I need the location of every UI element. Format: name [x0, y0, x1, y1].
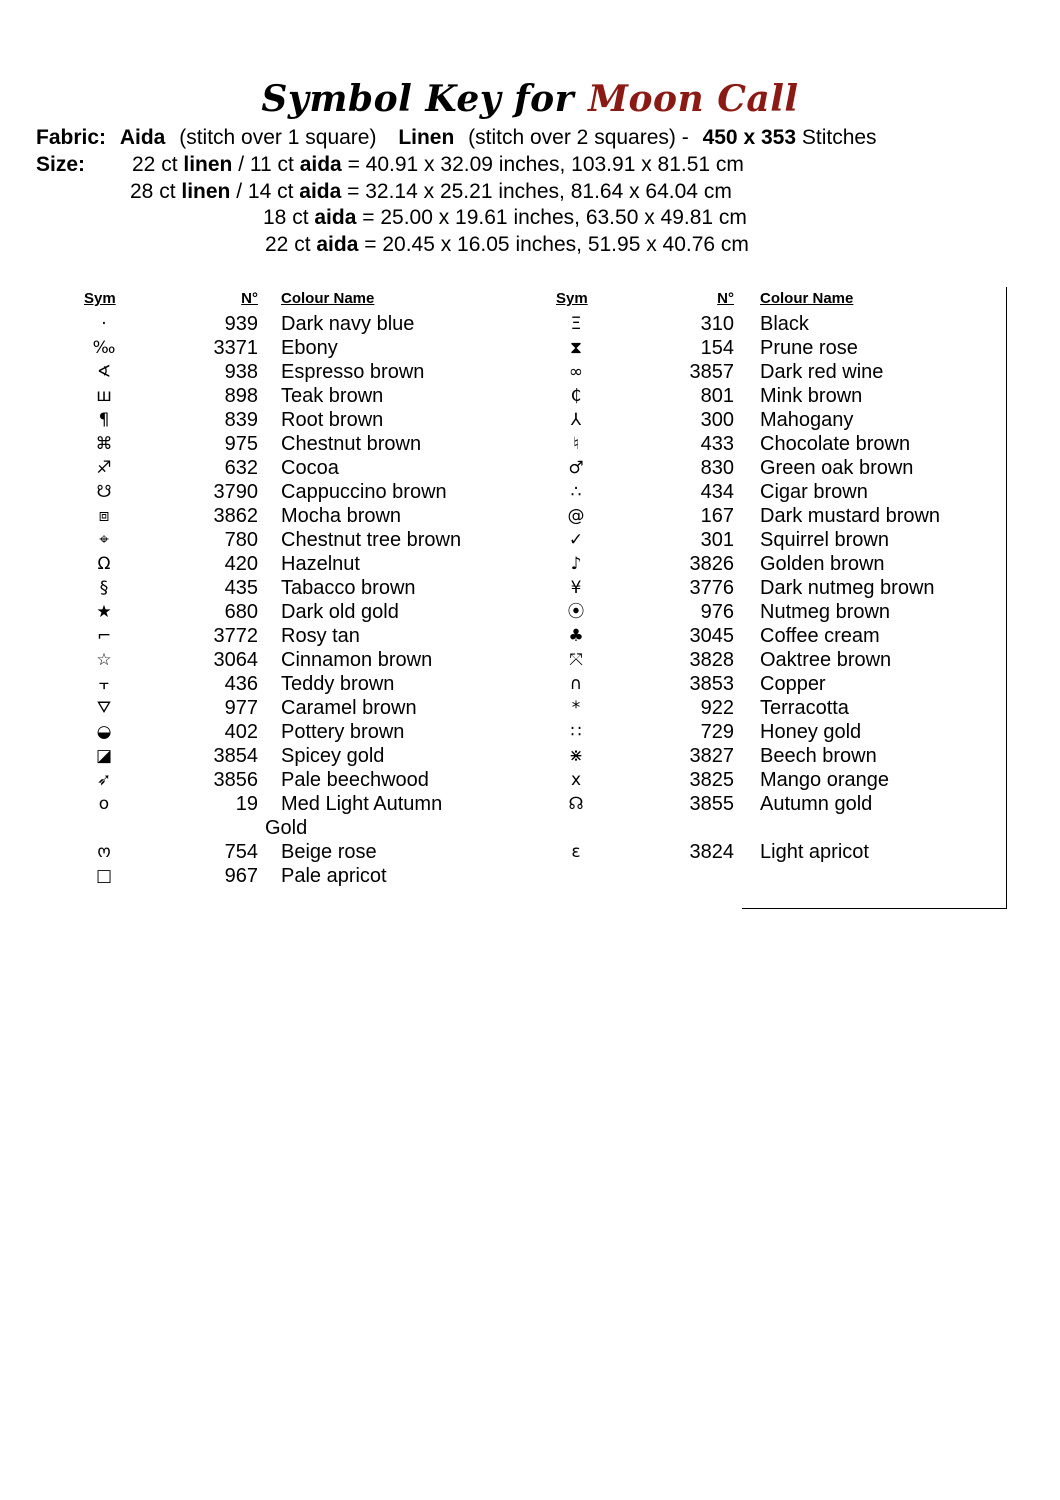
floss-number: 402 [224, 721, 258, 743]
floss-number: 301 [700, 529, 734, 551]
floss-number: 3371 [213, 337, 258, 359]
symbol: ∴ [570, 482, 582, 502]
floss-number: 780 [224, 529, 258, 551]
floss-number: 729 [700, 721, 734, 743]
colour-name: Chestnut brown [281, 433, 422, 455]
symbol: ⧗ [570, 338, 582, 358]
floss-number: 3855 [689, 793, 734, 815]
colour-name: Cigar brown [760, 481, 868, 503]
floss-number: 310 [700, 313, 734, 335]
symbol: ⅄ [570, 410, 582, 430]
floss-number: 436 [224, 673, 258, 695]
colour-name: Ebony [281, 337, 338, 359]
symbol: ⛛ [96, 698, 112, 718]
title-pattern-name: Moon Call [588, 78, 799, 120]
symbol: o [98, 794, 110, 814]
colour-name: Caramel brown [281, 697, 417, 719]
symbol: ¥ [570, 578, 582, 598]
colour-name: Dark old gold [281, 601, 399, 623]
header-colour-name: Colour Name [760, 290, 854, 307]
colour-name: Cocoa [281, 457, 339, 479]
floss-number: 3854 [213, 745, 258, 767]
colour-name: Med Light Autumn [281, 793, 443, 815]
size-label: Size: [36, 153, 86, 176]
colour-name: Black [760, 313, 809, 335]
floss-number: 19 [235, 793, 258, 815]
colour-name: Root brown [281, 409, 384, 431]
symbol: ₵ [570, 386, 582, 406]
header-number: N° [241, 290, 258, 307]
colour-name: Pale apricot [281, 865, 387, 887]
size-line [265, 233, 749, 257]
size-fabric-linen: linen [181, 180, 231, 203]
symbol: ♐ [96, 458, 112, 478]
colour-name: Light apricot [760, 841, 869, 863]
colour-name-wrap: Gold [265, 817, 308, 839]
floss-number: 3776 [689, 577, 734, 599]
symbol: ☆ [96, 650, 112, 670]
symbol: □ [95, 866, 113, 886]
colour-name: Autumn gold [760, 793, 873, 815]
floss-number: 839 [224, 409, 258, 431]
symbol: ☊ [568, 794, 584, 814]
colour-name: Hazelnut [281, 553, 360, 575]
size-fabric-aida: aida [299, 180, 342, 203]
symbol: ◒ [96, 722, 112, 742]
symbol: ⫟ [98, 674, 110, 694]
floss-number: 154 [700, 337, 734, 359]
table-bottom-border [742, 908, 1007, 909]
floss-number: 922 [700, 697, 734, 719]
floss-number: 3862 [213, 505, 258, 527]
colour-name: Green oak brown [760, 457, 914, 479]
fabric-label: Fabric: [36, 126, 107, 149]
fabric-linen: Linen [398, 126, 455, 149]
floss-number: 3853 [689, 673, 734, 695]
symbol: ‰ [92, 338, 116, 358]
size-count-aida: / 14 ct [230, 180, 300, 203]
symbol: Ξ [570, 314, 582, 334]
size-count: 28 ct [130, 180, 182, 203]
stitch-word: Stitches [801, 126, 877, 149]
colour-name: Squirrel brown [760, 529, 889, 551]
colour-name: Dark mustard brown [760, 505, 941, 527]
colour-name: Honey gold [760, 721, 862, 743]
size-line [132, 153, 744, 177]
colour-name: Chestnut tree brown [281, 529, 462, 551]
symbol: ∞ [568, 362, 584, 382]
colour-name: Pottery brown [281, 721, 405, 743]
colour-name: Cinnamon brown [281, 649, 433, 671]
size-line [130, 180, 732, 204]
symbol: ¶ [98, 410, 110, 430]
symbol: ш [96, 386, 112, 406]
floss-number: 754 [224, 841, 258, 863]
header-sym: Sym [84, 290, 116, 307]
symbol: ო [97, 842, 111, 862]
title-prefix: Symbol Key for [261, 78, 575, 120]
symbol: ⧈ [98, 506, 110, 526]
colour-name: Beige rose [281, 841, 377, 863]
colour-name: Copper [760, 673, 826, 695]
floss-number: 433 [700, 433, 734, 455]
size-count: 22 ct [132, 153, 184, 176]
floss-number: 976 [700, 601, 734, 623]
floss-number: 300 [700, 409, 734, 431]
size-count: 22 ct [265, 233, 317, 256]
size-fabric-aida: aida [316, 233, 359, 256]
symbol: ε [571, 842, 581, 862]
symbol: Ω [97, 554, 111, 574]
symbol: ⤧ [569, 650, 583, 670]
floss-number: 3824 [689, 841, 734, 863]
colour-name: Dark red wine [760, 361, 884, 383]
floss-number: 967 [224, 865, 258, 887]
floss-number: 830 [700, 457, 734, 479]
colour-name: Oaktree brown [760, 649, 892, 671]
fabric-aida-note: (stitch over 1 square) [179, 126, 377, 149]
symbol: ∷ [570, 722, 582, 742]
floss-number: 3857 [689, 361, 734, 383]
size-line [263, 206, 747, 230]
size-fabric-aida: aida [299, 153, 342, 176]
size-fabric-aida: aida [314, 206, 357, 229]
floss-number: 434 [700, 481, 734, 503]
size-dimensions: = 25.00 x 19.61 inches, 63.50 x 49.81 cm [356, 206, 747, 229]
floss-number: 3856 [213, 769, 258, 791]
symbol: ⌐ [96, 626, 112, 646]
symbol: ⌖ [99, 530, 109, 550]
floss-number: 975 [224, 433, 258, 455]
size-dimensions: = 32.14 x 25.21 inches, 81.64 x 64.04 cm [341, 180, 732, 203]
symbol: ⋇ [568, 746, 584, 766]
size-dimensions: = 40.91 x 32.09 inches, 103.91 x 81.51 cm [341, 153, 744, 176]
colour-name: Terracotta [760, 697, 849, 719]
colour-name: Espresso brown [281, 361, 425, 383]
size-dimensions: = 20.45 x 16.05 inches, 51.95 x 40.76 cm [358, 233, 749, 256]
symbol: ➶ [96, 770, 112, 790]
colour-name: Mahogany [760, 409, 854, 431]
colour-name: Golden brown [760, 553, 885, 575]
floss-number: 801 [700, 385, 734, 407]
colour-name: Dark navy blue [281, 313, 415, 335]
fabric-line [36, 126, 877, 150]
symbol: ♪ [570, 554, 582, 574]
symbol: ∢ [96, 362, 112, 382]
colour-name: Chocolate brown [760, 433, 911, 455]
floss-number: 977 [224, 697, 258, 719]
colour-name: Mango orange [760, 769, 889, 791]
floss-number: 3828 [689, 649, 734, 671]
floss-number: 420 [224, 553, 258, 575]
colour-name: Nutmeg brown [760, 601, 891, 623]
colour-name: Spicey gold [281, 745, 385, 767]
colour-name: Tabacco brown [281, 577, 416, 599]
colour-name: Pale beechwood [281, 769, 429, 791]
symbol: ♣ [568, 626, 584, 646]
colour-name: Teak brown [281, 385, 384, 407]
colour-name: Coffee cream [760, 625, 880, 647]
fabric-linen-note: (stitch over 2 squares) - [468, 126, 689, 149]
colour-name: Dark nutmeg brown [760, 577, 935, 599]
header-colour-name: Colour Name [281, 290, 375, 307]
floss-number: 3825 [689, 769, 734, 791]
symbol: ♂ [568, 458, 584, 478]
symbol: * [571, 698, 581, 718]
symbol: ★ [96, 602, 112, 622]
header-sym: Sym [556, 290, 588, 307]
symbol: x [570, 770, 582, 790]
header-number: N° [717, 290, 734, 307]
symbol: · [101, 314, 107, 334]
floss-number: 3772 [213, 625, 258, 647]
fabric-aida: Aida [119, 126, 166, 149]
floss-number: 435 [224, 577, 258, 599]
table-right-border [1006, 287, 1007, 909]
colour-name: Prune rose [760, 337, 858, 359]
colour-name: Mink brown [760, 385, 863, 407]
floss-number: 3826 [689, 553, 734, 575]
symbol: § [99, 578, 109, 598]
colour-name: Teddy brown [281, 673, 395, 695]
floss-number: 3790 [213, 481, 258, 503]
size-count-aida: / 11 ct [232, 153, 300, 176]
symbol: @ [567, 506, 585, 526]
size-count: 18 ct [263, 206, 315, 229]
floss-number: 938 [224, 361, 258, 383]
symbol: ◪ [95, 746, 113, 766]
colour-name: Mocha brown [281, 505, 402, 527]
symbol: ✓ [568, 530, 584, 550]
symbol: ∩ [569, 674, 583, 694]
stitch-count: 450 x 353 [702, 126, 797, 149]
colour-name: Cappuccino brown [281, 481, 447, 503]
floss-number: 3045 [689, 625, 734, 647]
symbol: ⌘ [95, 434, 113, 454]
colour-name: Rosy tan [281, 625, 360, 647]
floss-number: 3827 [689, 745, 734, 767]
symbol: ♮ [572, 434, 580, 454]
size-fabric-linen: linen [183, 153, 233, 176]
floss-number: 3064 [213, 649, 258, 671]
floss-number: 632 [224, 457, 258, 479]
page-title [0, 78, 1060, 120]
symbol: ☋ [96, 482, 112, 502]
floss-number: 898 [224, 385, 258, 407]
floss-number: 680 [224, 601, 258, 623]
floss-number: 939 [224, 313, 258, 335]
symbol: ⦿ [567, 602, 585, 622]
floss-number: 167 [700, 505, 734, 527]
colour-name: Beech brown [760, 745, 877, 767]
